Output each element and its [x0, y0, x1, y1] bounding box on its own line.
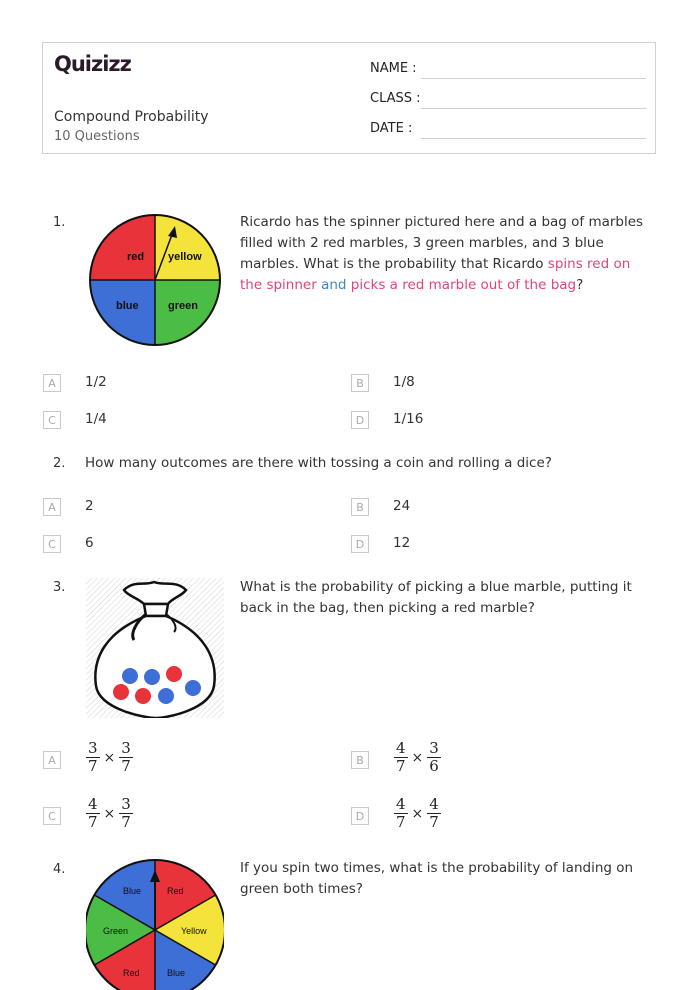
name-label: NAME : [370, 61, 417, 76]
option-text[interactable]: 1/8 [393, 374, 415, 390]
highlight-and: and [321, 277, 347, 293]
option-letter[interactable]: A [43, 374, 61, 392]
option-letter[interactable]: B [351, 374, 369, 392]
question-text: What is the probability of picking a blue marble, putting it back in the bag, then picking a red marble? [240, 579, 632, 616]
highlight-spins-red: spins red on the spinner [240, 256, 631, 293]
option-letter[interactable]: C [43, 535, 61, 553]
option-text[interactable]: 24 [393, 498, 411, 514]
option-letter[interactable]: A [43, 751, 61, 769]
label-green: Green [103, 926, 129, 936]
question-number: 1. [53, 215, 66, 230]
option-text[interactable]: 1/4 [85, 411, 107, 427]
name-line[interactable] [421, 78, 646, 79]
option-letter[interactable]: A [43, 498, 61, 516]
option-letter[interactable]: D [351, 807, 369, 825]
question-text: If you spin two times, what is the probability of landing on green both times? [240, 860, 634, 897]
option-letter[interactable]: C [43, 807, 61, 825]
option-letter[interactable]: D [351, 535, 369, 553]
question-number: 2. [53, 456, 66, 471]
highlight-picks-red: picks a red marble out of the bag [350, 277, 577, 293]
label-red: red [127, 251, 145, 263]
bag-neck [144, 604, 168, 616]
label-yellow: Yellow [181, 926, 207, 936]
option-text[interactable]: 12 [393, 535, 411, 551]
question-text-plain: Ricardo has the spinner pictured here and a bag of marbles filled with 2 red marbles, 3 green marbles, and 3 blue marbles. What is the probability that Ricardo [240, 214, 644, 272]
marble-blue [122, 668, 138, 684]
marble-red [166, 666, 182, 682]
option-fraction[interactable]: $\frac{4}{7}$ × $\frac{4}{7}$ [396, 795, 439, 831]
question-mark: ? [576, 277, 584, 293]
label-green: green [168, 300, 198, 312]
question-number: 4. [53, 862, 66, 877]
question-number: 3. [53, 580, 66, 595]
class-label: CLASS : [370, 91, 421, 106]
spinner-6-image [86, 858, 224, 990]
label-blue: Blue [167, 968, 186, 978]
option-text[interactable]: 1/16 [393, 411, 424, 427]
option-text[interactable]: 6 [85, 535, 94, 551]
option-letter[interactable]: C [43, 411, 61, 429]
label-blue: blue [116, 300, 139, 312]
marble-blue [185, 680, 201, 696]
question-text [240, 212, 650, 296]
question-text: How many outcomes are there with tossing a coin and rolling a dice? [85, 455, 552, 471]
label-yellow: yellow [168, 251, 202, 263]
class-line[interactable] [421, 108, 646, 109]
label-blue: Blue [123, 886, 142, 896]
option-letter[interactable]: D [351, 411, 369, 429]
marble-blue [158, 688, 174, 704]
marble-bag-image [86, 578, 224, 718]
option-letter[interactable]: B [351, 498, 369, 516]
marble-red [113, 684, 129, 700]
question-count: 10 Questions [54, 129, 140, 144]
option-fraction[interactable]: $\frac{4}{7}$ × $\frac{3}{7}$ [88, 795, 131, 831]
label-red: Red [167, 886, 184, 896]
marble-red [135, 688, 151, 704]
option-text[interactable]: 1/2 [85, 374, 107, 390]
option-letter[interactable]: B [351, 751, 369, 769]
marble-blue [144, 669, 160, 685]
option-fraction[interactable]: $\frac{4}{7}$ × $\frac{3}{6}$ [396, 739, 439, 775]
date-label: DATE : [370, 121, 413, 136]
option-text[interactable]: 2 [85, 498, 94, 514]
worksheet-title: Compound Probability [54, 109, 209, 125]
date-line[interactable] [421, 138, 646, 139]
spinner-4-image [88, 212, 222, 348]
worksheet-header [42, 42, 656, 154]
label-red: Red [123, 968, 140, 978]
option-fraction[interactable]: $\frac{3}{7}$ × $\frac{3}{7}$ [88, 739, 131, 775]
quizizz-logo: Quizizz [54, 52, 131, 76]
